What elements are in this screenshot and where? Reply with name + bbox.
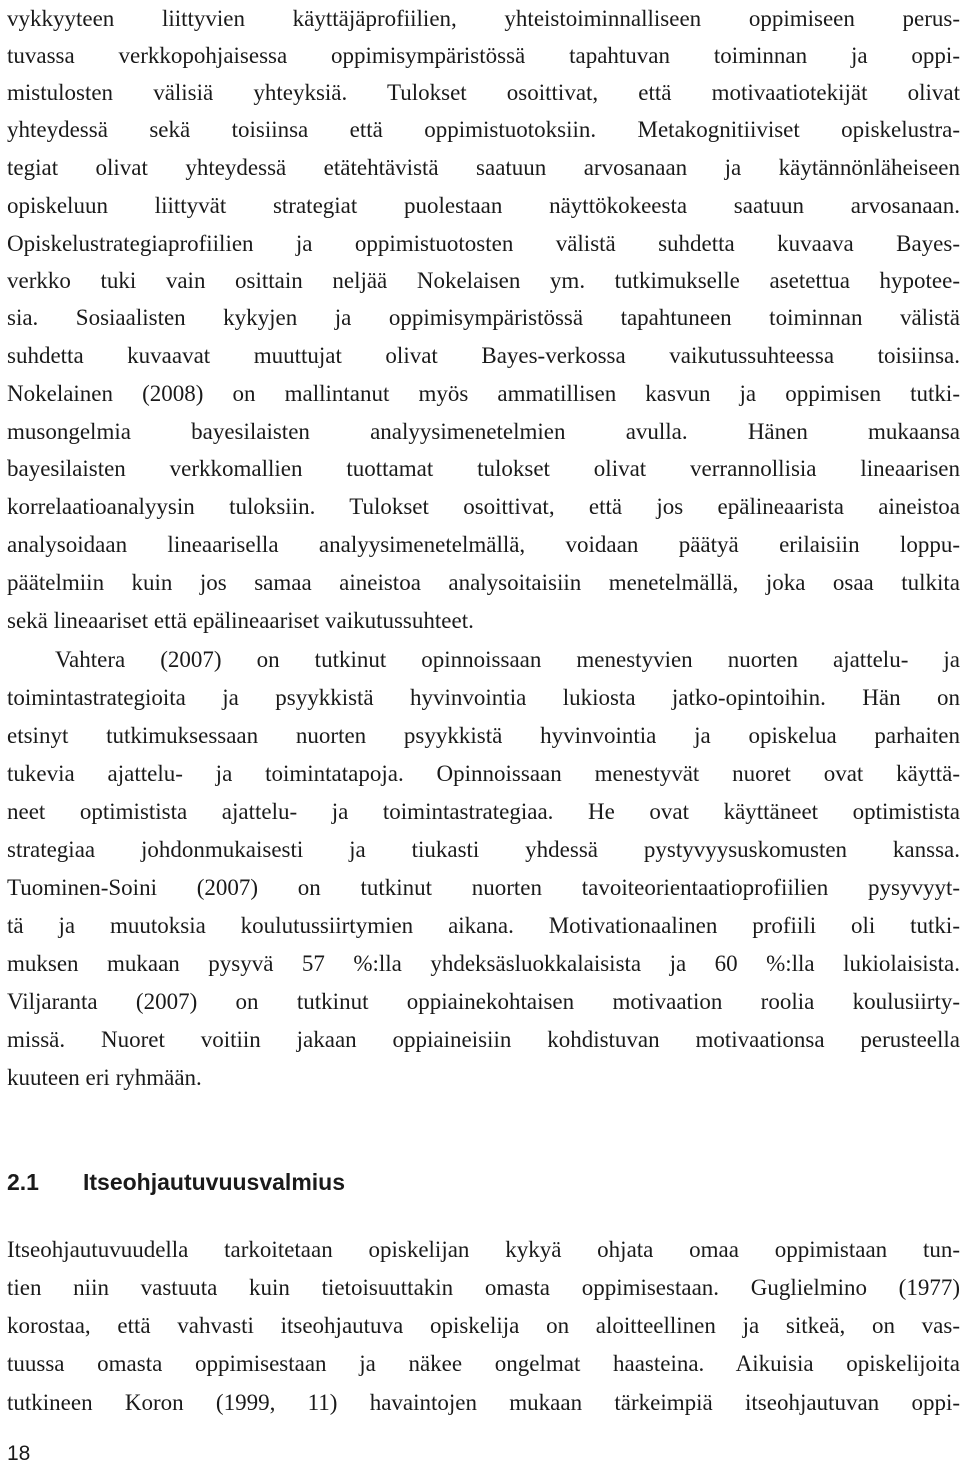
paragraph-1-line: verkko tuki vain osittain neljää Nokelaisen ym. tutkimukselle asetettua hypotee-	[7, 268, 960, 293]
paragraph-3-line: Itseohjautuvuudella tarkoitetaan opiskelijan kykyä ohjata omaa oppimistaan tun-	[7, 1237, 960, 1262]
paragraph-1-line: Opiskelustrategiaprofiilien ja oppimistuotosten välistä suhdetta kuvaava Bayes-	[7, 231, 960, 256]
paragraph-1-line: sia. Sosiaalisten kykyjen ja oppimisympäristössä tapahtuneen toiminnan välistä	[7, 305, 960, 330]
paragraph-3-line: tien niin vastuuta kuin tietoisuuttakin omasta oppimisestaan. Guglielmino (1977)	[7, 1275, 960, 1300]
paragraph-2-line: toimintastrategioita ja psyykkistä hyvinvointia lukiosta jatko-opintoihin. Hän on	[7, 685, 960, 710]
page-number: 18	[7, 1442, 31, 1465]
paragraph-1-line: opiskeluun liittyvät strategiat puolestaan näyttökokeesta saatuun arvosanaan.	[7, 193, 960, 218]
paragraph-3-line: korostaa, että vahvasti itseohjautuva opiskelija on aloitteellinen ja sitkeä, on vas-	[7, 1313, 960, 1338]
paragraph-2-line: Viljaranta (2007) on tutkinut oppiainekohtaisen motivaation roolia koulusiirty-	[7, 989, 960, 1014]
paragraph-1-line: bayesilaisten verkkomallien tuottamat tulokset olivat verrannollisia lineaarisen	[7, 456, 960, 481]
paragraph-1-line: musongelmia bayesilaisten analyysimenetelmien avulla. Hänen mukaansa	[7, 419, 960, 444]
paragraph-1-line: sekä lineaariset että epälineaariset vaikutussuhteet.	[7, 608, 474, 633]
paragraph-1-line: yhteydessä sekä toisiinsa että oppimistuotoksiin. Metakognitiiviset opiskelustra-	[7, 117, 960, 142]
paragraph-2-line: muksen mukaan pysyvä 57 %:lla yhdeksäsluokkalaisista ja 60 %:lla lukiolaisista.	[7, 951, 960, 976]
paragraph-3-line: tutkineen Koron (1999, 11) havaintojen mukaan tärkeimpiä itseohjautuvan oppi-	[7, 1390, 960, 1415]
paragraph-1-line: analysoidaan lineaarisella analyysimenetelmällä, voidaan päätyä erilaisiin loppu-	[7, 532, 960, 557]
paragraph-2-line: strategiaa johdonmukaisesti ja tiukasti yhdessä pystyvyysuskomusten kanssa.	[7, 837, 960, 862]
section-heading	[7, 1162, 345, 1202]
paragraph-2-line: Tuominen-Soini (2007) on tutkinut nuorten tavoiteorientaatioprofiilien pysyvyyt-	[7, 875, 960, 900]
paragraph-2-line: tukevia ajattelu- ja toimintatapoja. Opinnoissaan menestyvät nuoret ovat käyttä-	[7, 761, 960, 786]
paragraph-2-line: missä. Nuoret voitiin jakaan oppiaineisiin kohdistuvan motivaationsa perusteella	[7, 1027, 960, 1052]
paragraph-1-line: päätelmiin kuin jos samaa aineistoa analysoitaisiin menetelmällä, joka osaa tulkita	[7, 570, 960, 595]
paragraph-1-line: korrelaatioanalyysin tuloksiin. Tulokset osoittivat, että jos epälineaarista aineistoa	[7, 494, 960, 519]
paragraph-2-line: neet optimistista ajattelu- ja toimintastrategiaa. He ovat käyttäneet optimistista	[7, 799, 960, 824]
section-title: Itseohjautuvuusvalmius	[83, 1169, 346, 1195]
paragraph-1-line: tegiat olivat yhteydessä etätehtävistä saatuun arvosanaan ja käytännönläheiseen	[7, 155, 960, 180]
paragraph-1-line: mistulosten välisiä yhteyksiä. Tulokset osoittivat, että motivaatiotekijät olivat	[7, 80, 960, 105]
paragraph-2-line: kuuteen eri ryhmään.	[7, 1065, 202, 1090]
section-number: 2.1	[7, 1169, 39, 1195]
paragraph-1-line: tuvassa verkkopohjaisessa oppimisympäristössä tapahtuvan toiminnan ja oppi-	[7, 43, 960, 68]
paragraph-2-line: etsinyt tutkimuksessaan nuorten psyykkistä hyvinvointia ja opiskelua parhaiten	[7, 723, 960, 748]
paragraph-1-line: vykkyyteen liittyvien käyttäjäprofiilien, yhteistoiminnalliseen oppimiseen perus-	[7, 6, 960, 31]
paragraph-3-line: tuussa omasta oppimisestaan ja näkee ongelmat haasteina. Aikuisia opiskelijoita	[7, 1351, 960, 1376]
paragraph-2-line: Vahtera (2007) on tutkinut opinnoissaan menestyvien nuorten ajattelu- ja	[55, 647, 960, 672]
paragraph-1-line: Nokelainen (2008) on mallintanut myös ammatillisen kasvun ja oppimisen tutki-	[7, 381, 960, 406]
paragraph-1-line: suhdetta kuvaavat muuttujat olivat Bayes-verkossa vaikutussuhteessa toisiinsa.	[7, 343, 960, 368]
paragraph-2-line: tä ja muutoksia koulutussiirtymien aikana. Motivationaalinen profiili oli tutki-	[7, 913, 960, 938]
